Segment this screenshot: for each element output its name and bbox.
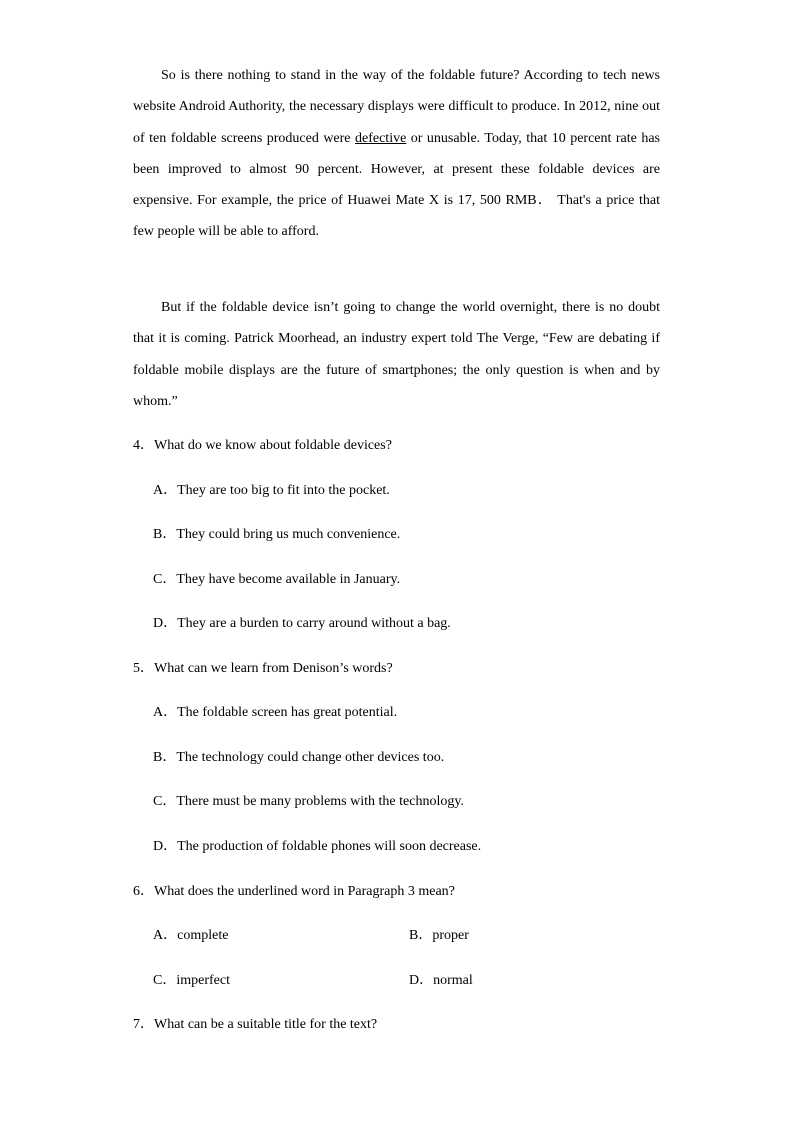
question-5-option-a (153, 703, 397, 723)
option-text: normal (433, 973, 473, 988)
option-letter: D． (409, 973, 434, 988)
option-text: imperfect (176, 973, 230, 988)
question-5-option-d (153, 837, 481, 857)
question-6 (133, 882, 455, 902)
option-letter: A． (153, 928, 178, 943)
option-text: They have become available in January. (176, 572, 401, 587)
option-letter: C． (153, 572, 177, 587)
option-letter: C． (153, 794, 177, 809)
question-6-option-d (409, 971, 473, 991)
option-letter: B． (153, 527, 177, 542)
question-number: 6． (133, 884, 154, 899)
question-text: What does the underlined word in Paragraph 3 mean? (154, 884, 455, 899)
option-letter: D． (153, 839, 178, 854)
option-text: They are too big to fit into the pocket. (177, 483, 390, 498)
option-text: proper (432, 928, 469, 943)
question-4-option-b (153, 525, 400, 545)
paragraph-2 (133, 292, 660, 417)
question-4 (133, 436, 392, 456)
paragraph-1-text-end: or unusable. Today, that 10 percent rate has been improved to almost 90 percent. However, at present these foldable devices are expensive. For example, the price of Huawei Mate X is 17, 500 RMB． That's a price that few people will be able to afford. (133, 130, 661, 240)
option-letter: A． (153, 705, 178, 720)
question-6-option-b (409, 926, 469, 946)
option-text: They are a burden to carry around without a bag. (177, 616, 451, 631)
question-4-option-a (153, 481, 390, 501)
question-number: 7． (133, 1017, 154, 1032)
option-text: complete (177, 928, 229, 943)
question-number: 5． (133, 661, 154, 676)
option-text: The foldable screen has great potential. (177, 705, 398, 720)
paragraph-2-text: But if the foldable device isn’t going to change the world overnight, there is no doubt that it is coming. Patrick Moorhead, an industry expert told The Verge, “Few are debating if foldable mobile displays are the future of smartphones; the only question is when and by whom.” (133, 300, 660, 409)
paragraph-1-text-start: So is there nothing to stand in the way of the foldable future? According to tech news website Android Authority, the necessary displays were difficult to produce. In 2012, nine out of ten foldable screens produced were (133, 68, 660, 146)
option-letter: A． (153, 483, 178, 498)
question-text: What can be a suitable title for the text? (154, 1017, 378, 1032)
question-6-option-c (153, 971, 230, 991)
question-text: What can we learn from Denison’s words? (154, 661, 393, 676)
option-letter: B． (153, 750, 177, 765)
question-5 (133, 659, 393, 679)
question-6-option-a (153, 926, 228, 946)
option-letter: D． (153, 616, 178, 631)
option-letter: B． (409, 928, 433, 943)
question-text: What do we know about foldable devices? (154, 438, 392, 453)
option-text: The technology could change other devices too. (176, 750, 445, 765)
option-letter: C． (153, 973, 177, 988)
paragraph-1 (133, 60, 660, 248)
question-4-option-c (153, 570, 400, 590)
question-7 (133, 1015, 377, 1035)
underlined-word: defective (355, 130, 407, 146)
question-number: 4． (133, 438, 154, 453)
question-5-option-c (153, 792, 464, 812)
option-text: The production of foldable phones will soon decrease. (177, 839, 482, 854)
question-5-option-b (153, 748, 444, 768)
question-4-option-d (153, 614, 451, 634)
option-text: There must be many problems with the technology. (176, 794, 464, 809)
option-text: They could bring us much convenience. (176, 527, 401, 542)
